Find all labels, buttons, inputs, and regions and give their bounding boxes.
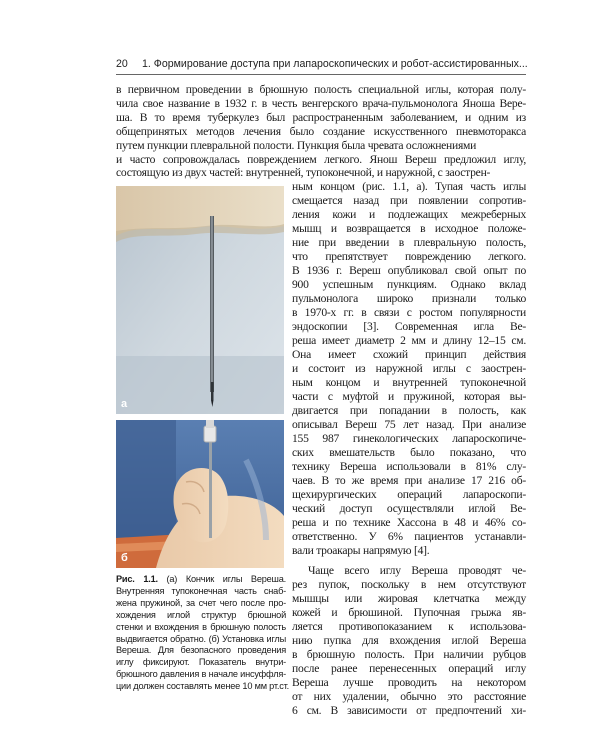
text-line: ляется противопоказанием к использова- (292, 620, 526, 633)
text-line: общепринятых методов лечения было создание искусственного пневмоторакса (116, 124, 526, 138)
text-line: двигается при попадании в полость, как (292, 404, 526, 417)
text-line: путем пункции плевральной полости. Пункция была чревата осложнениями (116, 138, 477, 152)
text-line: состоящую из двух частей: внутренней, тупоконечной, и наружной, с заострен- (116, 166, 491, 180)
text-line: кожей и брюшиной. Пупочная грыжа яв- (292, 606, 526, 619)
text-line: ным концом и внутренней тупоконечной (292, 376, 526, 389)
text-line: ческий доступ осуществляли иглой Ве- (292, 502, 526, 515)
text-line: щехирургических операций лапароскопи- (292, 488, 526, 501)
figure-photo-a (116, 186, 284, 414)
text-line: мышц и возвращается в исходное положе- (292, 222, 526, 235)
caption-line: выдвигается обратно. (б) Установка иглы (116, 633, 286, 644)
text-line: реша и по технике Хассона в 48 и 46% со- (292, 516, 526, 529)
text-line: чила свое название в 1932 г. в честь венгерского врача-пульмонолога Яноша Вере- (116, 96, 526, 110)
caption-line: хождения иглой структур брюшной (116, 609, 286, 620)
text-line: 6 см. В зависимости от предпочтений хи- (292, 704, 526, 717)
page-number: 20 (116, 58, 128, 70)
text-line: ние при введении в плевральную полость, (292, 236, 526, 249)
text-line: после ранее перенесенных операций иглу (292, 662, 526, 675)
figure-caption (116, 574, 289, 693)
running-title: 1. Формирование доступа при лапароскопических и робот-ассистированных... (142, 58, 528, 70)
caption-line: Внутренняя тупоконечная часть снаб- (116, 585, 286, 596)
needle-insertion-photo (116, 420, 284, 568)
caption-line: брюшного давления в начале инсуффля- (116, 669, 286, 680)
text-line: что препятствует повреждению легкого. (292, 250, 526, 263)
caption-line: иглу фиксируют. Показатель внутри- (116, 657, 286, 668)
text-line: технику Вереша использовали в 81% слу- (292, 460, 526, 473)
text-line: эндоскопии [3]. Современная игла Ве- (292, 320, 526, 333)
text-line: ответственно. У 6% пациентов устанавли- (292, 530, 526, 543)
text-line: части с муфтой и пружиной, которая вы- (292, 390, 526, 403)
text-line: от них удалении, обычно это расстояние (292, 690, 526, 703)
figure-photo-b (116, 420, 284, 568)
text-line: в 1970-х гг. в связи с ростом популярности (292, 306, 526, 319)
text-line: ным концом (рис. 1.1, а). Тупая часть иглы (292, 180, 526, 193)
text-line: В 1936 г. Вереш опубликовал свой опыт по (292, 264, 526, 277)
caption-label: Рис. 1.1. (116, 574, 158, 584)
text-line: и часто сопровождалась повреждением легкого. Янош Вереш предложил иглу, (116, 152, 526, 166)
text-line: реша имеет диаметр 2 мм и длину 12–15 см. (292, 334, 526, 347)
text-line: в первичном проведении в брюшную полость специальной иглы, которая полу- (116, 83, 526, 96)
header-rule (116, 74, 526, 75)
text-line: в брюшную полость. При наличии рубцов (292, 648, 526, 661)
caption-line: жена пружиной, за счет чего после про- (116, 597, 286, 608)
text-line: 155 987 гинекологических лапароскопиче- (292, 432, 526, 445)
needle-tip-photo (116, 186, 284, 414)
text-line: ских вмешательств было показано, что (292, 446, 526, 459)
text-line: 900 успешным пункциям. Однако вклад (292, 278, 526, 291)
text-line: пульмонолога широко признали только (292, 292, 526, 305)
right-column-text (292, 180, 526, 718)
caption-text: (а) Кончик иглы Вереша. (157, 574, 286, 584)
text-line: Она имеет схожий принцип действия (292, 348, 526, 361)
figure-label-a: а (121, 398, 128, 410)
text-line: Чаще всего иглу Вереша проводят че- (308, 564, 526, 577)
text-line: ша. В то время туберкулез был распространенным заболеванием, и одним из (116, 110, 526, 124)
running-header (116, 58, 528, 70)
text-line: и состоит из наружной иглы с заострен- (292, 362, 526, 375)
figure-label-b: б (121, 552, 128, 564)
text-line: ления кожи и подлежащих межреберных (292, 208, 526, 221)
text-line: Вереша лучше проводить на некотором (292, 676, 526, 689)
caption-line: Вереша. Для безопасного проведения (116, 645, 286, 656)
text-line: чаев. В то же время при анализе 17 216 об- (292, 474, 526, 487)
text-line: вали троакары напрямую [4]. (292, 544, 430, 557)
text-line: описывал Вереш 75 лет назад. При анализе (292, 418, 526, 431)
text-line: рез пупок, поскольку в нем отсутствуют (292, 578, 526, 591)
text-line: смещается назад при появлении сопротив- (292, 194, 526, 207)
intro-paragraph (116, 83, 526, 180)
caption-line: ции должен составлять менее 10 мм рт.ст. (116, 681, 289, 692)
text-line: нию пупка для вхождения иглой Вереша (292, 634, 526, 647)
caption-line: стенки и вхождения в брюшную полость (116, 621, 286, 632)
text-line: мышцы или жировая клетчатка между (292, 592, 526, 605)
